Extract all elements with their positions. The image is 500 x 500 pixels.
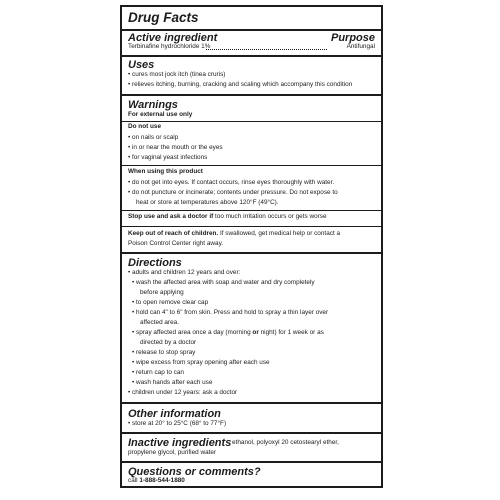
directions-line: • wash hands after each use <box>132 379 213 386</box>
uses-item: • relieves itching, burning, cracking and scaling which accompany this condition <box>128 81 353 88</box>
questions-heading: Questions or comments? <box>128 466 261 478</box>
leader-dots <box>206 49 327 50</box>
directions-line: affected area. <box>140 319 179 326</box>
directions-line: • to open remove clear cap <box>132 299 209 306</box>
directions-line: before applying <box>140 289 184 296</box>
divider <box>122 226 381 227</box>
directions-line: • return cap to can <box>132 369 184 376</box>
stop-use-rest: too much irritation occurs or gets worse <box>213 213 327 220</box>
divider <box>122 210 381 211</box>
divider <box>122 94 381 96</box>
warnings-heading: Warnings <box>128 99 178 111</box>
stop-use-text <box>128 213 327 221</box>
drug-facts-title: Drug Facts <box>128 10 199 25</box>
divider <box>122 29 381 31</box>
do-not-use-item: • for vaginal yeast infections <box>128 154 208 161</box>
divider <box>122 252 381 254</box>
keep-out-bold: Keep out of reach of children. <box>128 230 219 237</box>
directions-line: • wash the affected area with soap and water and dry completely <box>132 279 315 286</box>
divider <box>122 55 381 57</box>
directions-text: • spray affected area once a day (morning <box>132 329 253 336</box>
questions-line <box>128 477 185 485</box>
do-not-use-item: • in or near the mouth or the eyes <box>128 144 223 151</box>
when-using-line: • do not get into eyes. If contact occurs, rinse eyes thoroughly with water. <box>128 179 335 186</box>
directions-line <box>132 329 324 337</box>
uses-item: • cures most jock itch (tinea cruris) <box>128 71 226 78</box>
inactive-heading: Inactive ingredients <box>128 437 232 449</box>
do-not-use-heading: Do not use <box>128 123 162 130</box>
directions-line: directed by a doctor <box>140 339 197 346</box>
uses-heading: Uses <box>128 59 155 71</box>
when-using-heading: When using this product <box>128 168 203 175</box>
inactive-line2: propylene glycol, purified water <box>128 449 217 456</box>
active-ingredient-heading: Active ingredient <box>128 32 218 44</box>
directions-bold: or <box>252 329 259 336</box>
directions-line: • release to stop spray <box>132 349 196 356</box>
directions-line: • wipe excess from spray opening after each use <box>132 359 270 366</box>
keep-out-text <box>128 230 340 238</box>
other-info-line: • store at 20° to 25°C (68° to 77°F) <box>128 420 227 427</box>
keep-out-rest: If swallowed, get medical help or contact a <box>218 230 341 237</box>
external-use-text: For external use only <box>128 111 193 118</box>
when-using-line: • do not puncture or incinerate; contents under pressure. Do not expose to <box>128 189 338 196</box>
divider <box>122 402 381 404</box>
active-ingredient-text: Terbinafine hydrochloride 1% <box>128 43 211 50</box>
divider <box>122 165 381 166</box>
directions-line: • hold can 4" to 6" from skin. Press and hold to spray a thin layer over <box>132 309 329 316</box>
other-info-heading: Other information <box>128 408 221 420</box>
directions-line: • children under 12 years: ask a doctor <box>128 389 238 396</box>
divider <box>122 121 381 122</box>
phone-number[interactable]: 1-888-544-1880 <box>139 477 185 484</box>
inactive-text: ethanol, polyoxyl 20 cetostearyl ether, <box>232 439 339 446</box>
directions-text: night) for 1 week or as <box>258 329 324 336</box>
divider <box>122 461 381 463</box>
divider <box>122 432 381 434</box>
drug-facts-label <box>120 5 383 488</box>
call-text: call <box>128 477 140 484</box>
purpose-text: Antifungal <box>346 43 375 50</box>
stop-use-bold: Stop use and ask a doctor if <box>128 213 214 220</box>
directions-line: • adults and children 12 years and over: <box>128 269 241 276</box>
directions-heading: Directions <box>128 257 182 269</box>
keep-out-line2: Poison Control Center right away. <box>128 240 224 247</box>
when-using-line: heat or store at temperatures above 120°F (49°C). <box>136 199 279 206</box>
do-not-use-item: • on nails or scalp <box>128 134 179 141</box>
purpose-heading: Purpose <box>330 32 375 44</box>
